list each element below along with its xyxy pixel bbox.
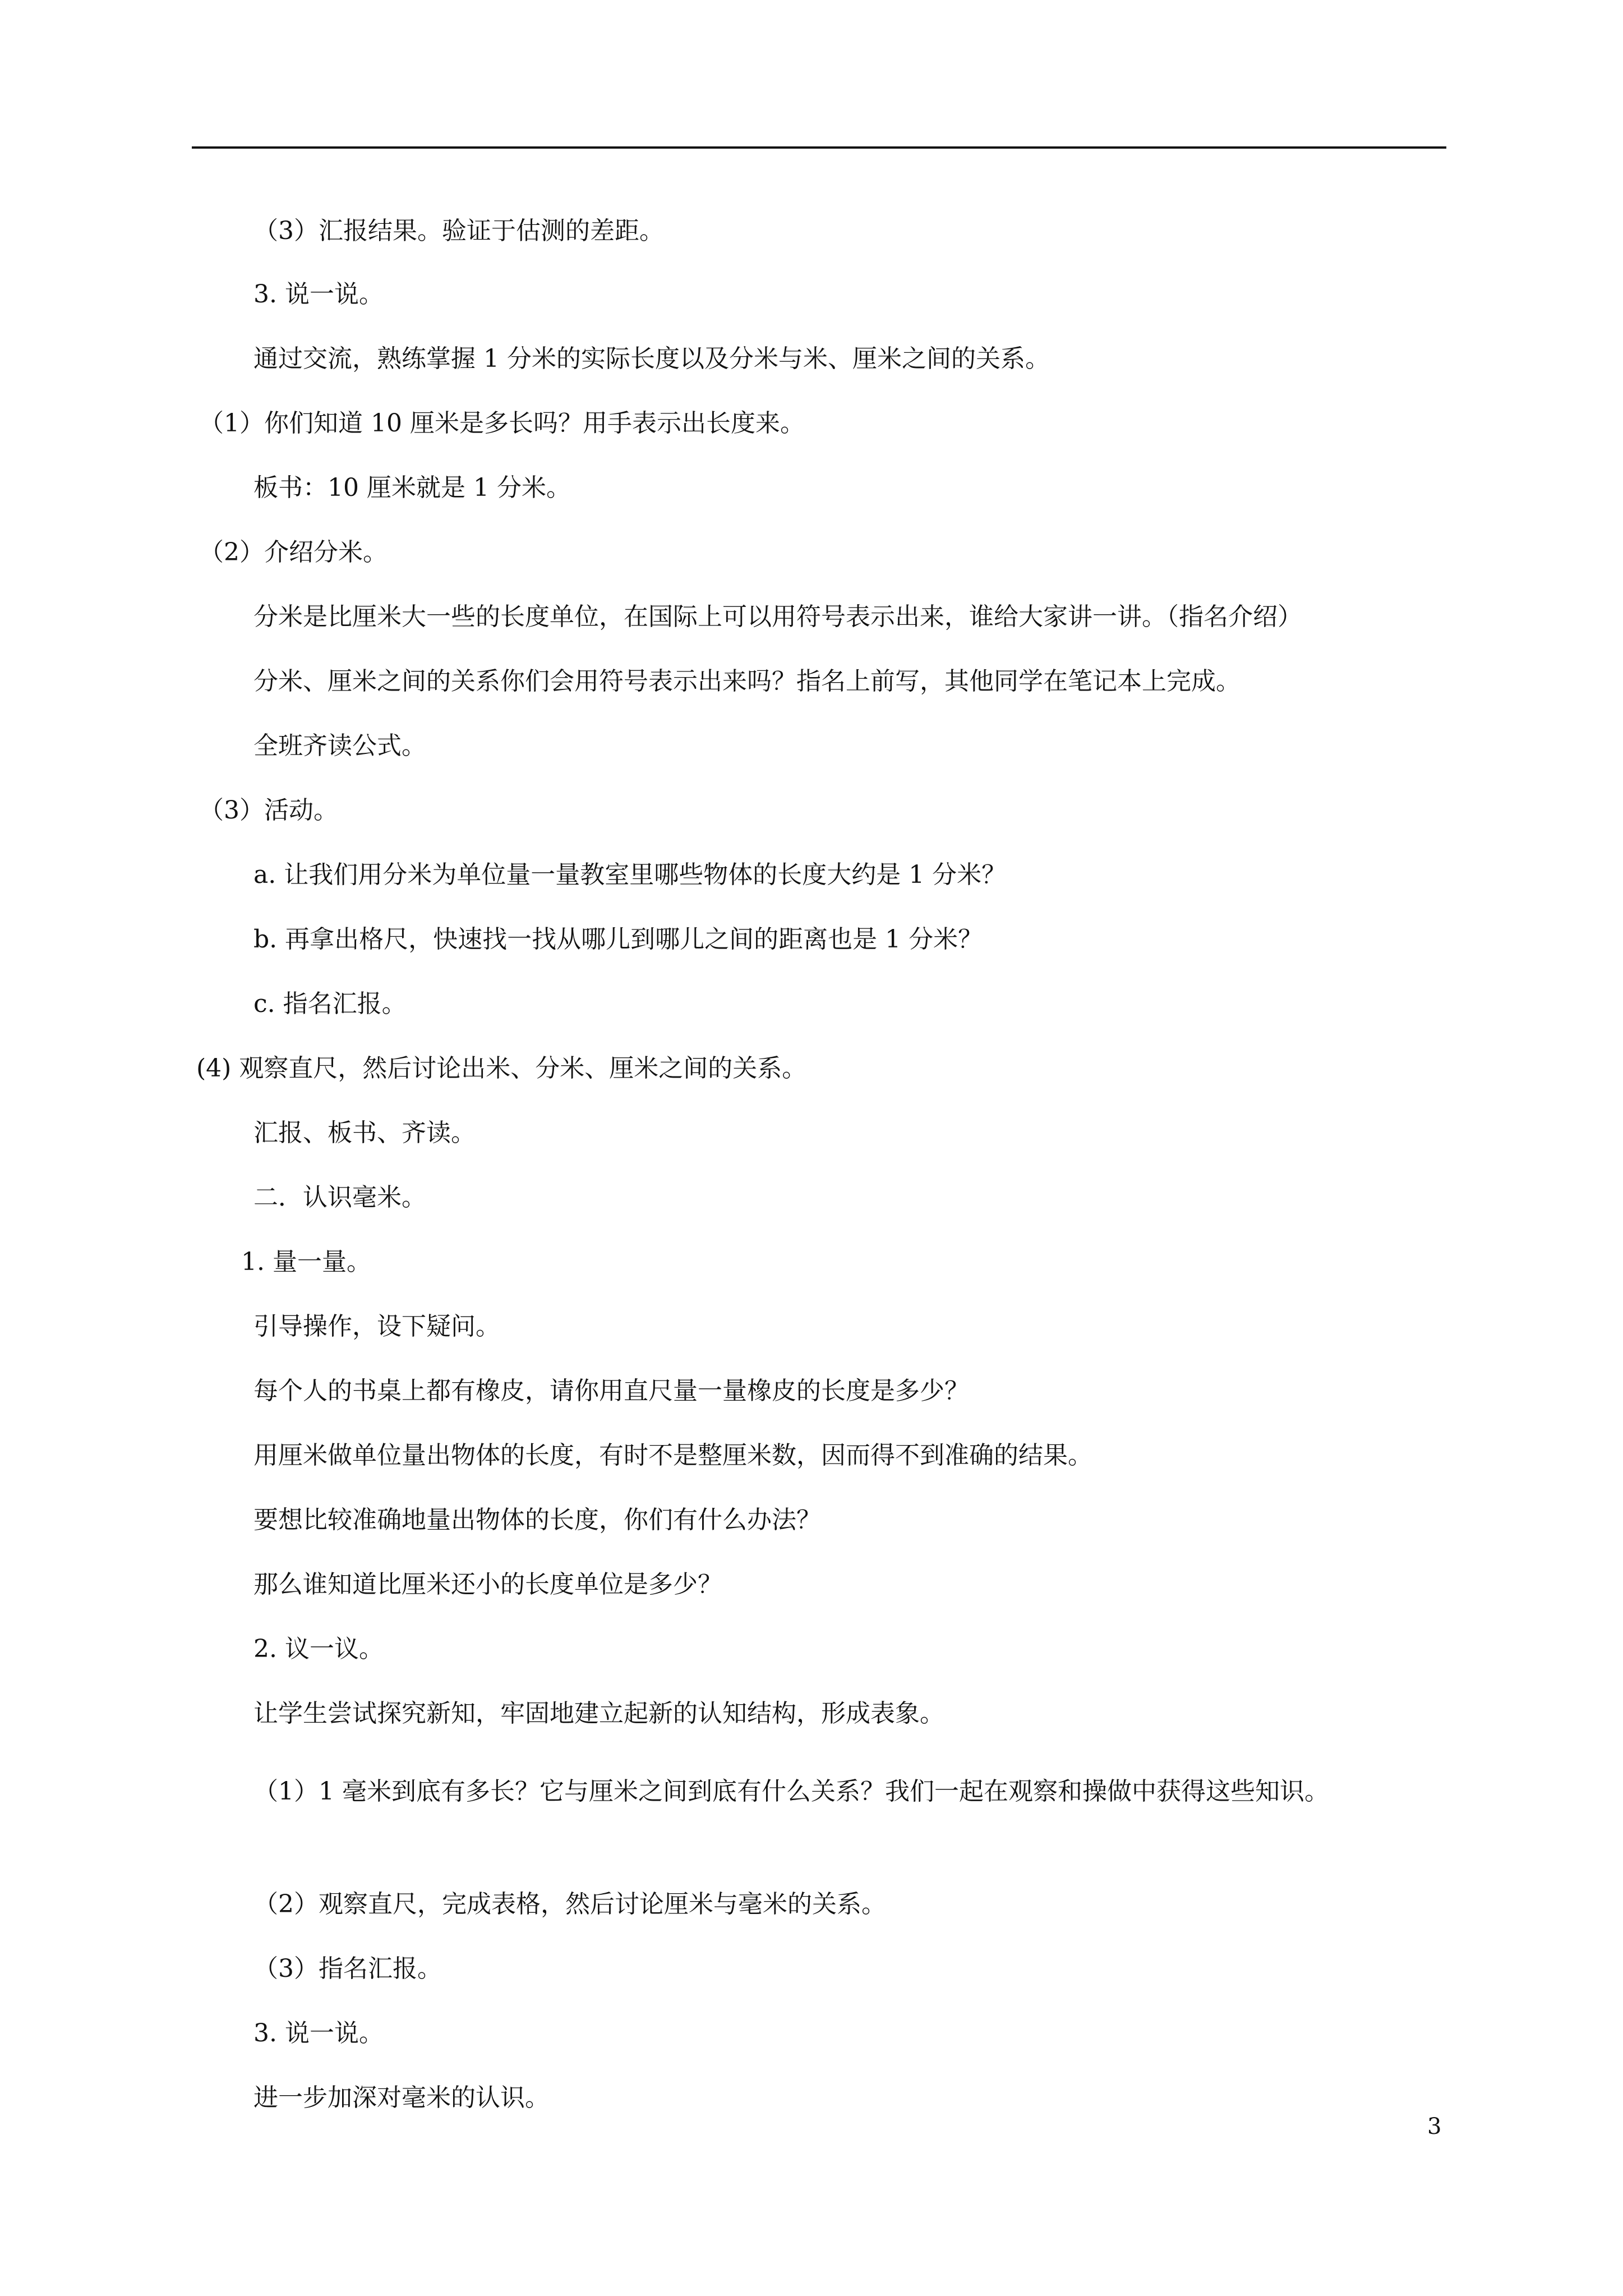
text-line: 要想比较准确地量出物体的长度，你们有什么办法？: [253, 1506, 821, 1534]
text-line: 板书：10 厘米就是 1 分米。: [253, 473, 571, 502]
text-line: c. 指名汇报。: [253, 990, 407, 1018]
text-line: 二．认识毫米。: [253, 1183, 426, 1212]
text-line: （2）观察直尺，完成表格，然后讨论厘米与毫米的关系。: [253, 1890, 886, 1918]
text-line: （2）介绍分米。: [199, 538, 388, 567]
text-paragraph: （1）1 毫米到底有多长？它与厘米之间到底有什么关系？我们一起在观察和操做中获得这些知识。: [253, 1777, 1329, 1806]
text-line: （3）活动。: [199, 796, 338, 825]
page-number: 3: [1427, 2114, 1442, 2139]
text-line: 全班齐读公式。: [253, 731, 426, 760]
text-line: 3. 说一说。: [253, 2019, 384, 2047]
text-line: 分米是比厘米大一些的长度单位，在国际上可以用符号表示出来，谁给大家讲一讲。（指名介绍）: [253, 602, 1302, 631]
text-line: 每个人的书桌上都有橡皮，请你用直尺量一量橡皮的长度是多少？: [253, 1377, 969, 1405]
text-line: 分米、厘米之间的关系你们会用符号表示出来吗？指名上前写，其他同学在笔记本上完成。: [253, 667, 1241, 696]
text-line: a. 让我们用分米为单位量一量教室里哪些物体的长度大约是 1 分米？: [253, 861, 1007, 889]
text-line: （3）指名汇报。: [253, 1954, 442, 1983]
text-line: （1）你们知道 10 厘米是多长吗？用手表示出长度来。: [199, 409, 805, 438]
text-line: 2. 议一议。: [253, 1635, 384, 1663]
text-line: 用厘米做单位量出物体的长度，有时不是整厘米数，因而得不到准确的结果。: [253, 1441, 1092, 1470]
text-line: 通过交流，熟练掌握 1 分米的实际长度以及分米与米、厘米之间的关系。: [253, 344, 1050, 373]
text-line: 引导操作，设下疑问。: [253, 1312, 500, 1341]
text-line: b. 再拿出格尺，快速找一找从哪儿到哪儿之间的距离也是 1 分米？: [253, 925, 983, 954]
text-line: (4) 观察直尺，然后讨论出米、分米、厘米之间的关系。: [196, 1054, 807, 1083]
text-line: 3. 说一说。: [253, 280, 384, 309]
text-line: 进一步加深对毫米的认识。: [253, 2083, 550, 2112]
text-line: 那么谁知道比厘米还小的长度单位是多少？: [253, 1570, 722, 1599]
text-line: 让学生尝试探究新知，牢固地建立起新的认知结构，形成表象。: [253, 1699, 944, 1728]
text-line: 1. 量一量。: [241, 1248, 371, 1276]
text-line: 汇报、板书、齐读。: [253, 1119, 476, 1147]
header-rule: [192, 146, 1446, 149]
text-line: （3）汇报结果。验证于估测的差距。: [253, 217, 664, 245]
